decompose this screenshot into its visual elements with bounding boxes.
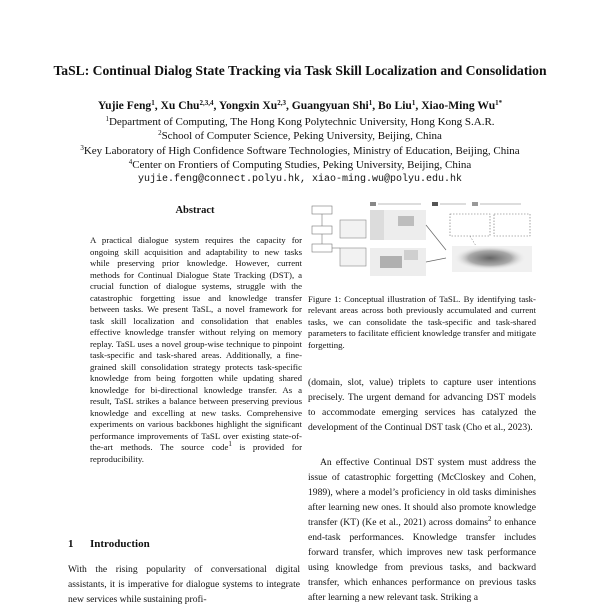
model-box (340, 220, 366, 238)
introduction-text: With the rising popularity of conversational digital assistants, it is imperative for dialogue systems to integrate new services while sustaining profi- (68, 564, 300, 605)
footnote-mark: 1 (228, 440, 232, 448)
paper-title: TaSL: Continual Dialog State Tracking via Task Skill Localization and Consolidation (53, 63, 547, 78)
affiliation: $^2$School of Computer Science, Peking University, Beijing, China (158, 129, 442, 143)
author: Xu Chu$^{2,3,4}$ (160, 99, 214, 112)
affiliations (20, 115, 580, 187)
figure-1 (306, 200, 536, 280)
affiliation: $^1$Department of Computing, The Hong Kong Polytechnic University, Hong Kong S.A.R. (105, 115, 495, 128)
author: Xiao-Ming $Wu^{1*}$ (421, 99, 503, 112)
author: Yongxin Xu$^{2,3}$ (218, 99, 286, 112)
task-box (312, 226, 332, 234)
task-box (312, 244, 332, 252)
author-emails: yujie.feng@connect.polyu.hk, xiao-ming.wu@polyu.edu.hk (137, 173, 463, 185)
section-heading: 1 Introduction (68, 538, 150, 550)
abstract-text: A practical dialogue system requires the capacity for ongoing skill acquisition and adaptability to new tasks while preserving prior knowledge. However, current methods for Continual Dialogue State Tracking (DST), a crucial function of dialogue systems, struggle with the catastrophic forgetting issue and knowledge transfer between tasks. We present TaSL, a novel framework for task skill localization and consolidation that enables effective knowledge transfer without relying on memory replay. TaSL uses a novel group-wise technique to pinpoint task-specific and task-shared areas. Additionally, a fine-grained skill consolidation strategy protects task-specific knowledge from being forgotten while updating shared knowledge for bi-directional knowledge transfer. As a result, TaSL strikes a balance between preserving previous knowledge and excelling at new tasks. Comprehensive experiments on various backbones highlight the significant performance improvements of TaSL over existing state-of-the-art methods. The source code$^1$ is provided for reproducibility. (90, 235, 303, 464)
body-paragraph: An effective Continual DST system must address the issue of catastrophic forgetting (McCloskey and Cohen, 1989), where a model’s proficiency in old tasks diminishes after learning new ones. It should also promote knowledge transfer (KT) (Ke et al., 2021) across domains$^2$ to enhance end-task performances. Knowledge transfer includes forward transfer, which improves new task performance using knowledge from previous tasks, and backward transfer, which enhances performance on previous tasks after learning a new relevant task. Striking a (308, 457, 536, 603)
author: Guangyuan Shi$^1$ (291, 99, 373, 112)
abstract-heading: Abstract (175, 205, 215, 216)
figure-caption: Figure 1: Conceptual illustration of TaSL. By identifying task-relevant areas across both previously accumulated and current tasks, we can consolidate the task-specific and task-shared parameters to facilitate efficient knowledge transfer and mitigate forgetting. (308, 294, 536, 350)
affiliation: $^4$Center on Frontiers of Computing Studies, Peking University, Beijing, China (128, 158, 472, 172)
author: Bo Liu$^1$ (378, 99, 416, 112)
footnote-mark: 2 (488, 515, 492, 523)
affiliation: $^3$Key Laboratory of High Confidence Software Technologies, Ministry of Education, Beijing, China (80, 143, 520, 157)
author: Yujie Feng$^1$ (97, 99, 155, 112)
author-list: Yujie Feng$^1$, Xu Chu$^{2,3,4}$, Yongxin Xu$^{2,3}$, Guangyuan Shi$^1$, Bo Liu$^1$, Xiao-Ming $Wu^{1*}$ (97, 99, 503, 112)
body-paragraph: (domain, slot, value) triplets to capture user intentions precisely. The urgent demand for advancing DST models to accommodate emerging services has catalyzed the development of the Continual DST task (Cho et al., 2023). (308, 377, 536, 433)
task-box (312, 206, 332, 214)
model-box (340, 248, 366, 266)
